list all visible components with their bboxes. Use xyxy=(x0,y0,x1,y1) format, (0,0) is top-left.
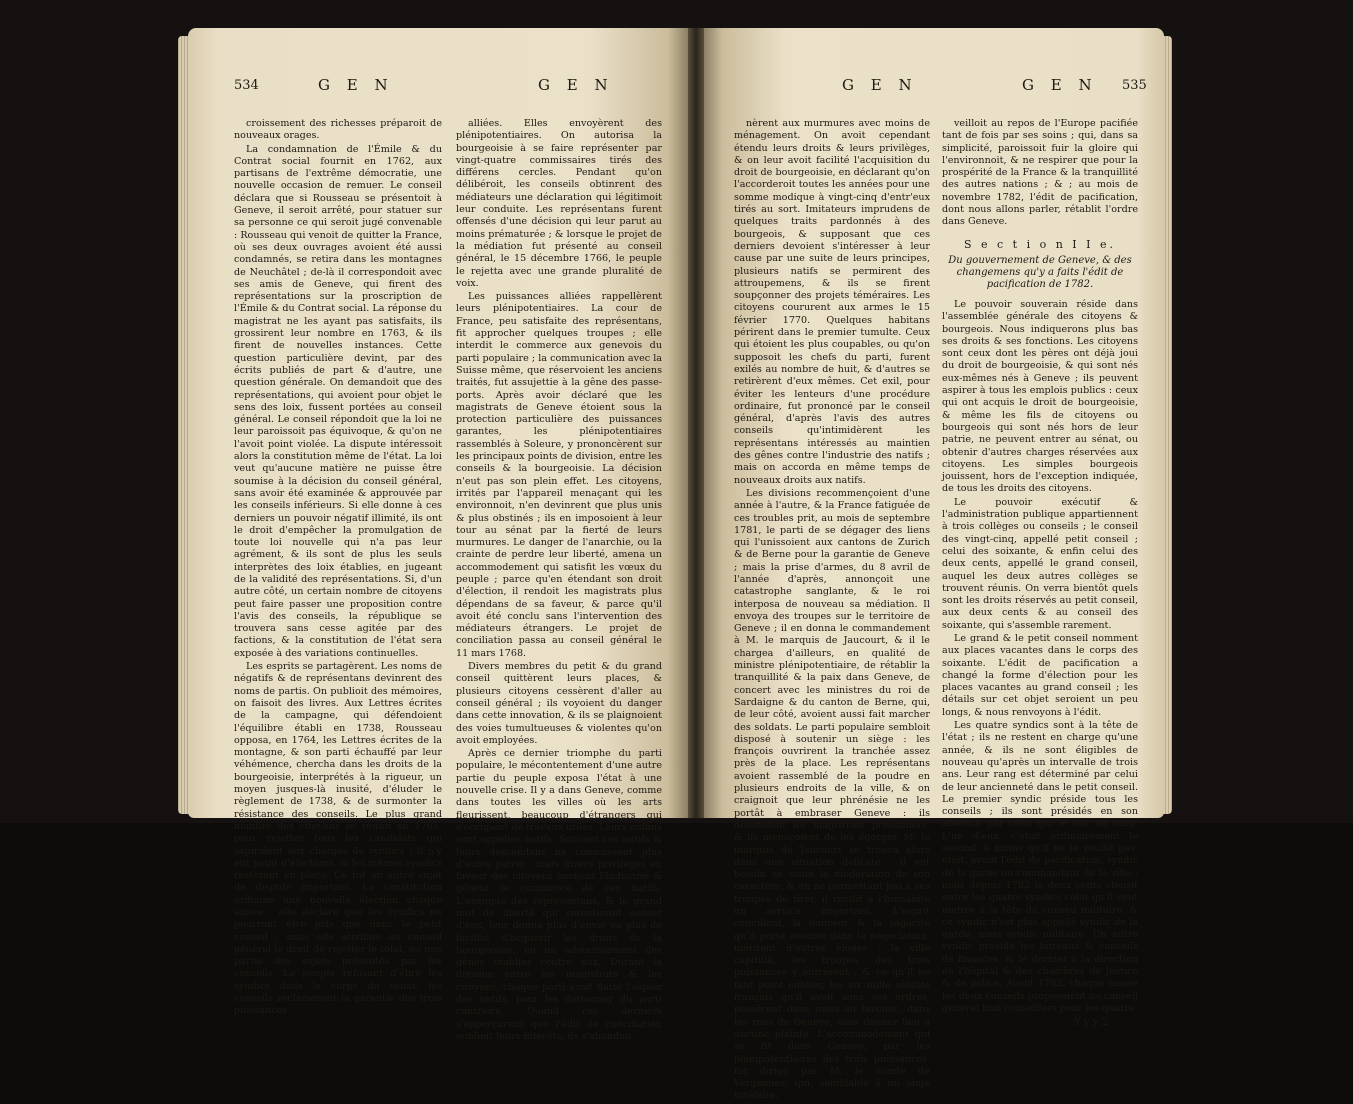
running-head: G E N xyxy=(318,76,394,94)
page-number: 535 xyxy=(1122,78,1147,93)
left-page xyxy=(188,28,688,1042)
signature-mark: Y y y 2 xyxy=(1074,1017,1108,1029)
paragraph: nèrent aux murmures avec moins de ménagement. On avoit cependant étendu leurs droits & leurs privilèges, & on leur avoit facilité l'acquisition du droit de bourgeoisie, en déclarant qu'on l'accorderoit toutes les années pour une somme modique à vingt-cinq d'entr'eux tirés au sort. Imitateurs imprudens de quelques traits pardonnés à des bourgeois, & supposant que ces derniers devoient s'intéresser à leur cause par une suite de leurs principes, plusieurs natifs se permirent des attroupemens, & ils se firent soupçonner des projets téméraires. Les citoyens coururent aux armes le 15 février 1770. Quelques habitans périrent dans le premier tumulte. Ceux qui étoient les plus coupables, ou qu'on supposoit les chefs du parti, furent exilés au nombre de huit, & d'autres se retirèrent d'eux mêmes. Cet exil, pour éviter les lenteurs d'une procédure ordinaire, fut prononcé par le conseil général, d'après l'avis des autres conseils qu'intimidèrent les représentans intéressés au maintien des gênes contre l'industrie des natifs ; mais on accorda en même temps de nouveaux droits aux natifs. xyxy=(734,118,930,486)
page-number: 534 xyxy=(234,78,259,93)
right-page xyxy=(704,28,1164,1102)
section-title: S e c t i o n I I e. xyxy=(963,237,1117,251)
text-column-1 xyxy=(734,118,930,1104)
text-column-2 xyxy=(456,118,662,1044)
paragraph: Après ce dernier triomphe du parti populaire, le mécontentement d'une autre partie du peuple exposa l'état à une nouvelle crise. Il y a dans Geneve, comme dans toutes les villes où les arts fleurissent, beaucoup d'étrangers qui s'occupent de travaux utiles. Leurs enfans sont appellés natifs. Souvent ces natifs & leurs descendans ne connoissent plus d'autre patrie ; mais divers privilèges en faveur des citoyens bornent l'industrie & gênent le commerce de ces natifs. L'exemple des représentans, & le grand mot de liberté qui retentissoit autour d'eux, leur donna plus d'envie ou plus de facilité d'acquérir les droits de la bourgeoisie, ou un adoucissement des gênes établies contre eux. Durant la division entre les magistrats & les citoyens, chaque parti avoit flatté l'espoir des natifs, pour les détourner du parti contraire. Quand ces derniers s'apperçurent que l'édit de conciliation oublioit leurs intérêts, ils s'abandon- xyxy=(456,748,662,1042)
paragraph: croissement des richesses préparoit de nouveaux orages. xyxy=(234,118,442,142)
paragraph: Divers membres du petit & du grand conseil quittèrent leurs places, & plusieurs citoyens cessèrent d'aller au conseil général ; ils voyoient du danger dans cette innovation, & ils se plaignoient des voies tumultueuses & violentes qu'on avoit employées. xyxy=(456,661,662,746)
book-gutter xyxy=(688,28,704,818)
paragraph: Les quatre syndics sont à la tête de l'état ; ils ne restent en charge qu'une année, & ils ne sont éligibles de nouveau qu'après un intervalle de trois ans. Leur rang est déterminé par celui de leur ancienneté dans le petit conseil. Le premier syndic préside tous les conseils ; ils sont présidés en son absence par celui qui le suit en rang. L'un d'eux, c'étoit ordinairement le second, à moins qu'il ne le voulût pas, étoit, avant l'édit de pacification, syndic de la garde ou commandant de la ville : mais depuis 1782 le deux cents choisit entre les quatre syndics celui qu'il veut mettre à la tête du conseil militaire, & ce syndic n'est plus appellé syndic de la garde, mais syndic militaire. Un autre syndic préside les bureaux & conseils de finances, & le dernier à la direction de l'hôpital & des chambres de justice & de police. Avant 1782, chaque année les deux conseils proposoient au conseil général huit conseillers pour les quatre xyxy=(942,720,1138,1014)
paragraph: Les puissances alliées rappellèrent leurs plénipotentiaires. La cour de France, peu satisfaite des représentans, fit approcher quelques troupes ; elle interdit le commerce aux genevois du parti populaire ; la communication avec la Suisse même, que réservoient les anciens traités, fut assujettie à la gêne des passe-ports. Après avoir déclaré que les magistrats de Geneve étoient sous la protection particulière des puissances garantes, les plénipotentiaires rassemblés à Soleure, y prononcèrent sur les principaux points de division, entre les conseils & la bourgeoisie. La décision n'eut pas son plein effet. Les citoyens, irrités par l'appareil menaçant qui les environnoit, n'en devinrent que plus unis & plus obstinés ; ils en imposoient à leur tour au sénat par la fierté de leurs murmures. Le danger de l'anarchie, ou la crainte de perdre leur liberté, amena un accommodement qui satisfit les vœux du peuple ; parce qu'en étendant son droit d'élection, il rendoit les magistrats plus dépendans de sa faveur, & parce qu'il avoit été conclu sans l'intervention des médiateurs étrangers. Le projet de conciliation passa au conseil général le 11 mars 1768. xyxy=(456,291,662,659)
paragraph: Le pouvoir souverain réside dans l'assemblée générale des citoyens & bourgeois. Nous indiquerons plus bas ses droits & ses fonctions. Les citoyens sont ceux dont les pères ont déjà joui du droit de bourgeoisie, & qui sont nés eux-mêmes nés à Geneve ; ils peuvent aspirer à tous les emplois publics : ceux qui ont acquis le droit de bourgeoisie, & même les fils de citoyens ou bourgeois qui sont nés hors de leur patrie, ne peuvent entrer au sénat, ou obtenir d'autres charges réservées aux citoyens. Les simples bourgeois jouissent, hors de l'exception indiquée, de tous les droits des citoyens. xyxy=(942,298,1138,495)
paragraph: Les esprits se partagèrent. Les noms de négatifs & de représentans devinrent des noms de partis. On publioit des mémoires, on faisoit des livres. Aux Lettres écrites de la campagne, qui défendoient l'équilibre établi en 1738, Rousseau opposa, en 1764, les Lettres écrites de la montagne, & son parti échauffé par leur véhémence, chercha dans les droits de la bourgeoisie, interprétés à la rigueur, un moyen jusques-là inusité, d'éluder le règlement de 1738, & de surmonter la résistance des conseils. Le plus grand nombre des citoyens se réunit en 1765, pour rejetter tous les candidats qui aspiroient aux charges de syndics ; il n'y eut point d'élections, & les mêmes syndics restèrent en place. Ce fut un autre sujet de dispute important. La constitution ordonne une nouvelle élection chaque année : elle déclare que les syndics ne pourront être pris que dans le petit conseil ; mais elle attribue au conseil général le droit de rejetter le total, ou une partie des sujets présentés par les conseils. Le peuple refusant d'élire les syndics dans le corps du sénat, les conseils réclamèrent la garantie des trois puissances xyxy=(234,661,442,1017)
paragraph: veilloit au repos de l'Europe pacifiée tant de fois par ses soins ; qui, dans sa simplicité, paroissoit fuir la gloire qui l'environnoit, & ne respirer que pour la prospérité de la France & la tranquillité des autres nations ; & ; au mois de novembre 1782, l'édit de pacification, dont nous allons parler, rétablit l'ordre dans Geneve. xyxy=(942,118,1138,228)
paragraph: La condamnation de l'Émile & du Contrat social fournit en 1762, aux partisans de l'extrême démocratie, une nouvelle occasion de remuer. Le conseil déclara que si Rousseau se présentoit à Geneve, il seroit arrêté, pour statuer sur sa personne ce qui seroit jugé convenable : Rousseau qui venoit de quitter la France, où ses deux ouvrages avoient été aussi condamnés, se retira dans les montagnes de Neuchâtel ; de-là il correspondoit avec ses amis de Geneve, qui firent des représentations sur la proscription de l'Émile & du Contrat social. La réponse du magistrat ne les ayant pas satisfaits, ils grossirent leur nombre en 1763, & ils firent de nouvelles instances. Cette question particulière devint, par des écrits publiés de part & d'autre, une question générale. On demandoit que des représentations, qui avoient pour objet le sens des loix, fussent portées au conseil général. Le conseil répondoit que la loi ne leur paroissoit pas équivoque, & qu'on ne l'avoit point violée. La dispute intéressoit alors la constitution même de l'état. La loi veut qu'aucune matière ne puisse être soumise à la décision du conseil général, sans avoir été examinée & approuvée par les conseils inférieurs. Si elle donne à ces derniers un pouvoir négatif illimité, ils ont le droit d'empêcher la promulgation de toute loi nouvelle qui n'a pas leur agrément, & ils sont de plus les seuls interprètes des loix établies, en jugeant de la validité des représentations. Si, d'un autre côté, un certain nombre de citoyens peut faire passer une proposition contre l'avis des conseils, la république se trouvera sans cesse agitée par des factions, & la constitution de l'état sera exposée à des variations continuelles. xyxy=(234,143,442,659)
paragraph: Le grand & le petit conseil nomment aux places vacantes dans le corps des soixante. L'édit de pacification a changé la forme d'élection pour les places vacantes au grand conseil ; les détails sur cet objet seroient un peu longs, & nous renvoyons à l'édit. xyxy=(942,632,1138,718)
paragraph: Le pouvoir exécutif & l'administration publique appartiennent à trois collèges ou conseils ; le conseil des vingt-cinq, appellé petit conseil ; celui des soixante, & enfin celui des deux cents, appellé le grand conseil, auquel les deux autres collèges se trouvent réunis. On verra bientôt quels sont les droits réservés au petit conseil, aux deux cents & au conseil des soixante, qui s'assemble rarement. xyxy=(942,496,1138,631)
running-head: G E N xyxy=(538,76,614,94)
paragraph: Les divisions recommençoient d'une année à l'autre, & la France fatiguée de ces troubles prit, au mois de septembre 1781, le parti de se dégager des liens qui l'unissoient aux cantons de Zurich & de Berne pour la garantie de Geneve ; mais la prise d'armes, du 8 avril de l'année d'après, annonçoit une catastrophe sanglante, & le roi interposa de nouveau sa médiation. Il envoya des troupes sur le territoire de Geneve ; il en donna le commandement à M. le marquis de Jaucourt, & il le chargea d'ailleurs, en qualité de ministre plénipotentiaire, de rétablir la tranquillité & la paix dans Geneve, de concert avec les ministres du roi de Sardaigne & du canton de Berne, qui, de leur côté, avoient aussi fait marcher des soldats. Le parti populaire sembloit disposé à soutenir un siège : les françois ouvrirent la tranchée assez près de la place. Les représentans avoient rassemblé de la poudre en plusieurs endroits de la ville, & on craignoit que leur phrénésie ne les portât à embraser Geneve : ils détenoient les magistrats prisonniers, & ils menaçoient de les égorger. M. le marquis de Jaucourt se trouva alors dans une situation délicate ; il eut besoin de toute la modération de son caractère, & en ne permettant pas à ses troupes de tirer, il rendit à l'humanité un service important. L'esprit conciliant, la douceur & la sagacité qu'il porta ensuite dans la négociation, méritent d'autres éloges : la ville capitula, les troupes des trois puissances y entrèrent ; & ce qu'il ne faut point oublier, les six mille soldats françois qu'il avoit sous ses ordres, passèrent deux nuits au bivouac, dans les rues de Geneve, sans donner lieu à aucune plainte. L'accommodement qui se fit dans Geneve, par les plénipotentiaires des trois puissances, fut dirigé par M. le comte de Vergennes, qui, semblable à un ange tutélaire, xyxy=(734,487,930,1102)
section-subtitle: Du gouvernement de Geneve, & des changemens qu'y a faits l'édit de pacification de 1782. xyxy=(948,254,1132,290)
paragraph: alliées. Elles envoyèrent des plénipotentiaires. On autorisa la bourgeoisie à se faire représenter par vingt-quatre commissaires tirés des différens cercles. Pendant qu'on délibéroit, les conseils obtinrent des médiateurs une déclaration qui légitimoit leur conduite. Les représentans furent offensés d'une décision qui leur parut au moins prématurée ; & lorsque le projet de la médiation fut présenté au conseil général, le 15 décembre 1766, le peuple le rejetta avec une grande pluralité de voix. xyxy=(456,118,662,289)
running-head: G E N xyxy=(1022,76,1098,94)
text-column-1 xyxy=(234,118,442,1019)
text-column-2 xyxy=(942,118,1138,1029)
running-head: G E N xyxy=(842,76,918,94)
